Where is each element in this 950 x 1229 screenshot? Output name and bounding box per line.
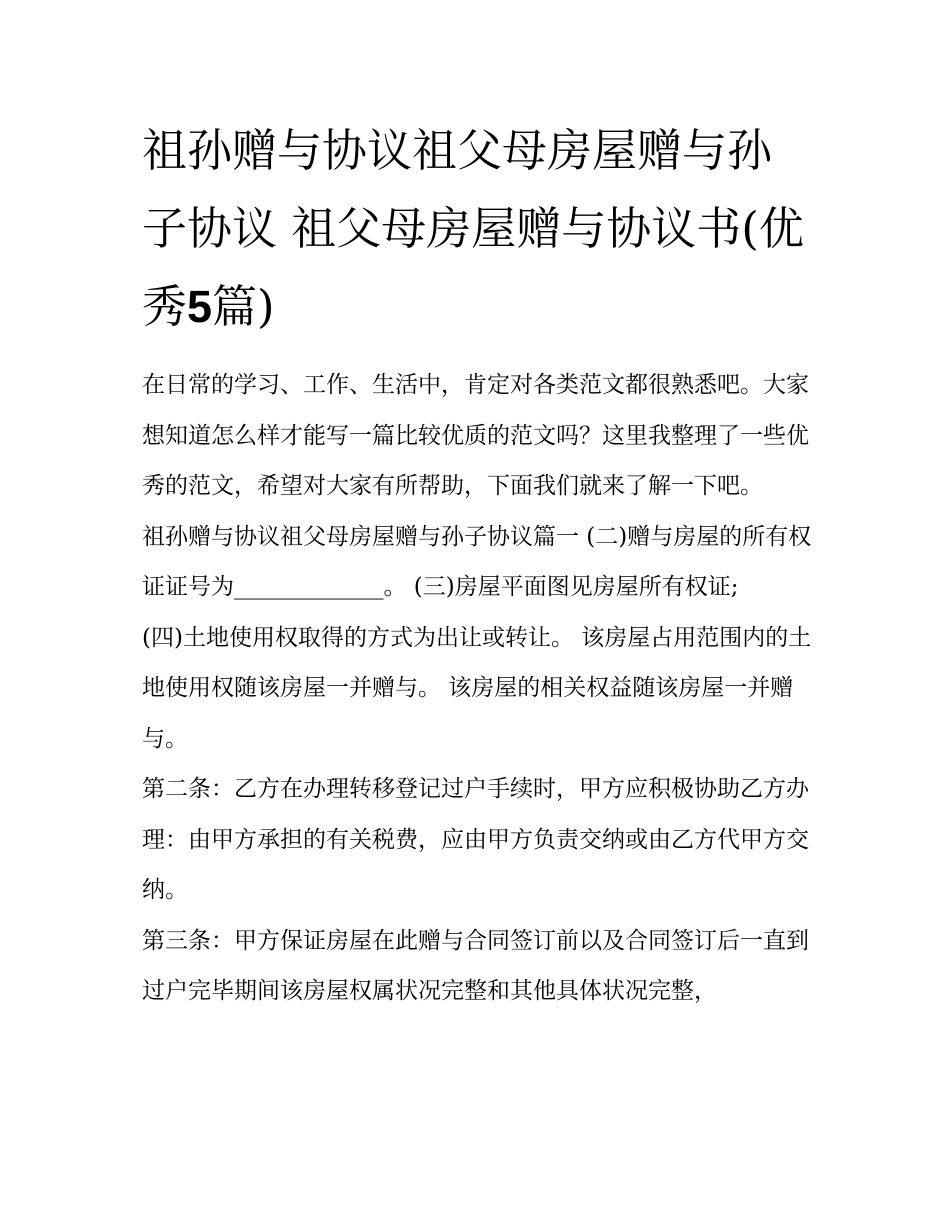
paragraph-article-three: 第三条：甲方保证房屋在此赠与合同签订前以及合同签订后一直到过户完毕期间该房屋权属状况完整和其他具体状况完整， bbox=[142, 927, 809, 1004]
document-body bbox=[142, 360, 814, 1017]
paragraph-intro: 在日常的学习、工作、生活中，肯定对各类范文都很熟悉吧。大家想知道怎么样才能写一篇比较优质的范文吗？这里我整理了一些优秀的范文，希望对大家有所帮助，下面我们就来了解一下吧。 bbox=[142, 372, 809, 499]
document-title bbox=[142, 112, 814, 346]
document-page bbox=[142, 112, 814, 1017]
title-text-part1: 祖孙赠与协议祖父母房屋赠与孙子协议 祖父母房屋赠与协议书(优秀 bbox=[142, 124, 804, 333]
title-text-part2: 篇) bbox=[212, 280, 275, 333]
paragraph-article-one: 祖孙赠与协议祖父母房屋赠与孙子协议篇一 (二)赠与房屋的所有权证证号为_____________。 (三)房屋平面图见房屋所有权证; bbox=[142, 523, 812, 600]
title-number: 5 bbox=[187, 281, 213, 332]
paragraph-article-two: 第二条：乙方在办理转移登记过户手续时，甲方应积极协助乙方办理：由甲方承担的有关税费，应由甲方负责交纳或由乙方代甲方交纳。 bbox=[142, 776, 809, 903]
paragraph-land-use: (四)土地使用权取得的方式为出让或转让。 该房屋占用范围内的土地使用权随该房屋一并赠与。 该房屋的相关权益随该房屋一并赠与。 bbox=[142, 624, 812, 752]
